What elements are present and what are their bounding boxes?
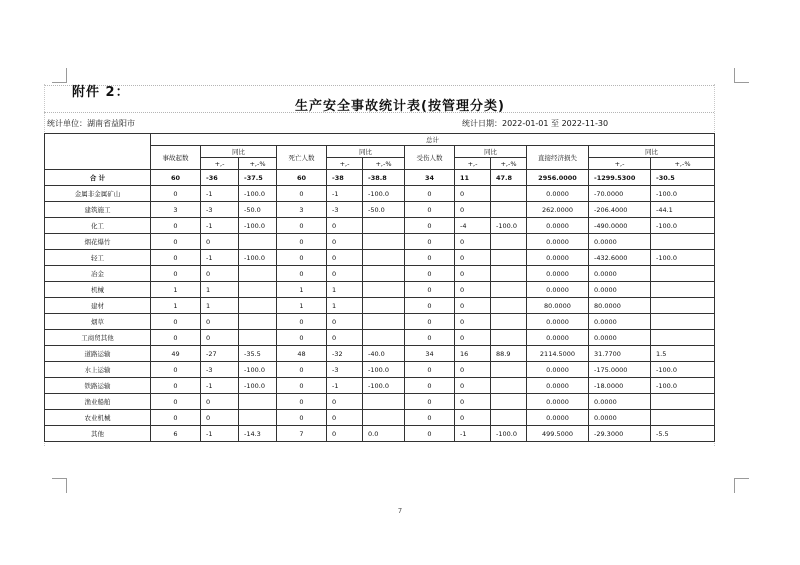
stat-unit: 统计单位：湖南省益阳市 [47, 119, 135, 128]
cell-dth-d: 0 [327, 250, 363, 266]
cell-inj-d: 0 [455, 202, 491, 218]
table-row [45, 266, 715, 282]
dotted-guide-line [44, 85, 714, 86]
cell-dth-p [363, 266, 405, 282]
cell-name: 轻工 [45, 250, 151, 266]
table-row [45, 298, 715, 314]
cell-inj-p [491, 410, 527, 426]
cell-dth: 3 [277, 202, 327, 218]
cell-acc-p: -100.0 [239, 362, 277, 378]
cell-acc-d: -36 [201, 170, 239, 186]
cell-name: 金属非金属矿山 [45, 186, 151, 202]
cell-name: 水上运输 [45, 362, 151, 378]
cell-acc-d: 0 [201, 314, 239, 330]
cell-loss-d: 80.0000 [589, 298, 651, 314]
cell-dth-d: 1 [327, 282, 363, 298]
cell-loss: 0.0000 [527, 378, 589, 394]
cell-name: 烟花爆竹 [45, 234, 151, 250]
cell-acc-d: 0 [201, 266, 239, 282]
cell-inj-p [491, 202, 527, 218]
cell-inj: 0 [405, 378, 455, 394]
header-yoy: 同比 [455, 146, 527, 158]
cell-loss-p [651, 266, 715, 282]
table-row [45, 250, 715, 266]
cell-name: 其他 [45, 426, 151, 442]
cell-inj: 34 [405, 170, 455, 186]
cell-dth-p: -100.0 [363, 186, 405, 202]
cell-loss-p [651, 330, 715, 346]
statistics-table [44, 133, 715, 442]
cell-dth: 0 [277, 330, 327, 346]
cell-loss-d: -29.3000 [589, 426, 651, 442]
cell-loss-d: 0.0000 [589, 266, 651, 282]
header-row-group [45, 134, 715, 146]
cell-dth-d: 0 [327, 330, 363, 346]
cell-dth: 48 [277, 346, 327, 362]
cell-inj-p [491, 298, 527, 314]
cell-loss: 2114.5000 [527, 346, 589, 362]
cell-dth: 1 [277, 298, 327, 314]
cell-loss-p: -100.0 [651, 362, 715, 378]
cell-dth-d: 0 [327, 314, 363, 330]
cell-inj-d: 16 [455, 346, 491, 362]
cell-dth-d: 0 [327, 410, 363, 426]
cell-acc-p [239, 282, 277, 298]
header-plus-minus: +,- [589, 158, 651, 170]
cell-acc-p [239, 394, 277, 410]
cell-inj-p [491, 234, 527, 250]
cell-acc-p: -35.5 [239, 346, 277, 362]
cell-inj: 0 [405, 410, 455, 426]
cell-dth-p: -38.8 [363, 170, 405, 186]
cell-inj-p [491, 266, 527, 282]
cell-inj: 0 [405, 234, 455, 250]
cell-dth-d: -32 [327, 346, 363, 362]
cell-acc-d: -1 [201, 186, 239, 202]
header-yoy: 同比 [589, 146, 715, 158]
cell-dth-p [363, 250, 405, 266]
cell-acc-d: 0 [201, 330, 239, 346]
header-loss: 直接经济损失 [527, 146, 589, 170]
cell-name: 工商贸其他 [45, 330, 151, 346]
cell-inj-p [491, 362, 527, 378]
cell-acc: 0 [151, 378, 201, 394]
cell-dth-d: 0 [327, 234, 363, 250]
cell-loss-p: -30.5 [651, 170, 715, 186]
cell-acc: 0 [151, 186, 201, 202]
cell-inj-p: 88.9 [491, 346, 527, 362]
cell-name: 烟草 [45, 314, 151, 330]
cell-name: 建材 [45, 298, 151, 314]
cell-dth-p [363, 314, 405, 330]
cell-inj: 0 [405, 362, 455, 378]
cell-dth-p [363, 410, 405, 426]
cell-name: 铁路运输 [45, 378, 151, 394]
cell-dth-d: -3 [327, 202, 363, 218]
cell-loss-d: -206.4000 [589, 202, 651, 218]
cell-acc-d: -3 [201, 362, 239, 378]
cell-loss: 0.0000 [527, 410, 589, 426]
cell-loss-p [651, 282, 715, 298]
cell-acc-d: -1 [201, 250, 239, 266]
cell-acc: 3 [151, 202, 201, 218]
cell-loss: 262.0000 [527, 202, 589, 218]
cell-loss-d: 0.0000 [589, 282, 651, 298]
cell-dth-d: 1 [327, 298, 363, 314]
cell-dth-p [363, 298, 405, 314]
cell-loss: 0.0000 [527, 186, 589, 202]
cell-dth-p [363, 218, 405, 234]
cell-loss-d: 31.7700 [589, 346, 651, 362]
cell-inj-p [491, 394, 527, 410]
cell-dth-d: -38 [327, 170, 363, 186]
table-row [45, 346, 715, 362]
cell-dth-d: 0 [327, 266, 363, 282]
cell-dth: 0 [277, 410, 327, 426]
table-row [45, 234, 715, 250]
cell-inj-p [491, 250, 527, 266]
cell-loss-d: -490.0000 [589, 218, 651, 234]
cell-dth: 0 [277, 186, 327, 202]
table-row [45, 218, 715, 234]
cell-acc: 0 [151, 410, 201, 426]
cell-acc-d: -1 [201, 426, 239, 442]
crop-mark-top-right [734, 68, 749, 83]
cell-acc-p [239, 298, 277, 314]
header-deaths: 死亡人数 [277, 146, 327, 170]
cell-inj-p [491, 330, 527, 346]
page-title: 生产安全事故统计表(按管理分类) [295, 99, 505, 114]
cell-dth-p [363, 234, 405, 250]
cell-inj-p [491, 186, 527, 202]
cell-loss-d: 0.0000 [589, 330, 651, 346]
cell-dth-p: -40.0 [363, 346, 405, 362]
cell-name: 化工 [45, 218, 151, 234]
cell-dth-p: 0.0 [363, 426, 405, 442]
cell-name: 冶金 [45, 266, 151, 282]
cell-dth: 0 [277, 218, 327, 234]
cell-dth: 1 [277, 282, 327, 298]
table-row [45, 282, 715, 298]
cell-loss-d: 0.0000 [589, 410, 651, 426]
cell-loss: 80.0000 [527, 298, 589, 314]
cell-inj: 0 [405, 282, 455, 298]
cell-dth: 7 [277, 426, 327, 442]
cell-loss-p [651, 410, 715, 426]
cell-acc-d: -1 [201, 218, 239, 234]
table-row [45, 426, 715, 442]
cell-loss-p: -100.0 [651, 218, 715, 234]
cell-loss: 0.0000 [527, 250, 589, 266]
cell-dth-p [363, 394, 405, 410]
crop-mark-top-left [52, 68, 67, 83]
cell-inj-d: 0 [455, 298, 491, 314]
cell-loss: 0.0000 [527, 218, 589, 234]
cell-loss: 0.0000 [527, 266, 589, 282]
cell-loss-p: -44.1 [651, 202, 715, 218]
cell-acc: 1 [151, 298, 201, 314]
header-plus-minus-pct: +,-% [651, 158, 715, 170]
cell-inj: 0 [405, 314, 455, 330]
cell-acc: 0 [151, 394, 201, 410]
cell-acc-p: -100.0 [239, 186, 277, 202]
cell-dth: 0 [277, 378, 327, 394]
header-yoy: 同比 [327, 146, 405, 158]
header-injured: 受伤人数 [405, 146, 455, 170]
cell-inj-p [491, 314, 527, 330]
table-row [45, 410, 715, 426]
cell-acc: 0 [151, 266, 201, 282]
cell-loss-p: -100.0 [651, 378, 715, 394]
cell-dth-d: -3 [327, 362, 363, 378]
cell-acc-p: -37.5 [239, 170, 277, 186]
cell-loss-p: -5.5 [651, 426, 715, 442]
cell-inj-p: -100.0 [491, 218, 527, 234]
cell-inj-d: 0 [455, 378, 491, 394]
table-row [45, 330, 715, 346]
cell-inj-d: 0 [455, 410, 491, 426]
cell-loss-p: -100.0 [651, 186, 715, 202]
cell-loss-p [651, 314, 715, 330]
table-row-total [45, 170, 715, 186]
cell-inj-d: 0 [455, 394, 491, 410]
cell-acc-p: -100.0 [239, 218, 277, 234]
cell-inj: 0 [405, 426, 455, 442]
cell-inj: 0 [405, 298, 455, 314]
cell-loss: 0.0000 [527, 362, 589, 378]
stat-date: 统计日期：2022-01-01 至 2022-11-30 [462, 119, 609, 128]
cell-dth: 60 [277, 170, 327, 186]
cell-inj: 0 [405, 250, 455, 266]
cell-dth-p: -50.0 [363, 202, 405, 218]
cell-inj-d: 0 [455, 330, 491, 346]
attachment-label: 附件 2： [72, 85, 130, 100]
cell-loss-d: -70.0000 [589, 186, 651, 202]
cell-inj-p [491, 378, 527, 394]
cell-loss-d: -1299.5300 [589, 170, 651, 186]
cell-acc-p [239, 410, 277, 426]
cell-inj-d: -4 [455, 218, 491, 234]
header-plus-minus-pct: +,-% [363, 158, 405, 170]
cell-acc: 0 [151, 234, 201, 250]
cell-acc-p: -100.0 [239, 378, 277, 394]
cell-inj-p [491, 282, 527, 298]
cell-dth-d: 0 [327, 426, 363, 442]
cell-acc: 6 [151, 426, 201, 442]
cell-inj-d: 0 [455, 250, 491, 266]
header-accidents: 事故起数 [151, 146, 201, 170]
cell-inj-d: 0 [455, 314, 491, 330]
cell-dth: 0 [277, 250, 327, 266]
header-total: 总计 [151, 134, 715, 146]
cell-loss-d: -175.0000 [589, 362, 651, 378]
cell-inj: 0 [405, 186, 455, 202]
header-plus-minus: +,- [327, 158, 363, 170]
table-row [45, 362, 715, 378]
cell-acc: 0 [151, 218, 201, 234]
cell-acc-d: 0 [201, 410, 239, 426]
cell-inj: 34 [405, 346, 455, 362]
cell-acc-p [239, 234, 277, 250]
cell-acc: 0 [151, 250, 201, 266]
cell-acc: 1 [151, 282, 201, 298]
cell-acc: 0 [151, 330, 201, 346]
cell-loss: 0.0000 [527, 314, 589, 330]
cell-acc-d: 1 [201, 282, 239, 298]
cell-inj-p: 47.8 [491, 170, 527, 186]
cell-acc-d: -1 [201, 378, 239, 394]
cell-acc: 49 [151, 346, 201, 362]
cell-acc-d: 0 [201, 394, 239, 410]
cell-loss-p [651, 234, 715, 250]
cell-name: 建筑施工 [45, 202, 151, 218]
cell-dth-p [363, 330, 405, 346]
cell-dth: 0 [277, 314, 327, 330]
cell-acc-d: 1 [201, 298, 239, 314]
cell-inj: 0 [405, 330, 455, 346]
cell-inj-d: 0 [455, 282, 491, 298]
cell-inj: 0 [405, 266, 455, 282]
cell-acc-d: -3 [201, 202, 239, 218]
cell-loss: 499.5000 [527, 426, 589, 442]
cell-acc-p: -14.3 [239, 426, 277, 442]
cell-acc-p [239, 266, 277, 282]
cell-acc-d: 0 [201, 234, 239, 250]
cell-acc: 0 [151, 362, 201, 378]
cell-loss-p: -100.0 [651, 250, 715, 266]
cell-loss-d: -432.6000 [589, 250, 651, 266]
header-plus-minus-pct: +,-% [239, 158, 277, 170]
cell-inj-d: 0 [455, 234, 491, 250]
header-category [45, 134, 151, 170]
cell-dth-p: -100.0 [363, 362, 405, 378]
cell-dth-d: -1 [327, 186, 363, 202]
cell-loss-d: -18.0000 [589, 378, 651, 394]
crop-mark-bottom-left [52, 478, 67, 493]
header-yoy: 同比 [201, 146, 277, 158]
cell-inj: 0 [405, 394, 455, 410]
cell-dth: 0 [277, 362, 327, 378]
cell-name: 道路运输 [45, 346, 151, 362]
cell-name: 农业机械 [45, 410, 151, 426]
cell-loss: 0.0000 [527, 282, 589, 298]
cell-name: 机械 [45, 282, 151, 298]
cell-acc-p [239, 314, 277, 330]
cell-acc-p: -50.0 [239, 202, 277, 218]
table-row [45, 394, 715, 410]
table-row [45, 314, 715, 330]
cell-dth-p: -100.0 [363, 378, 405, 394]
cell-dth-d: -1 [327, 378, 363, 394]
cell-inj-p: -100.0 [491, 426, 527, 442]
cell-dth: 0 [277, 394, 327, 410]
cell-dth-p [363, 282, 405, 298]
cell-loss-p: 1.5 [651, 346, 715, 362]
cell-loss: 2956.0000 [527, 170, 589, 186]
header-plus-minus: +,- [455, 158, 491, 170]
page-number: 7 [397, 507, 403, 515]
cell-inj-d: 0 [455, 266, 491, 282]
cell-loss: 0.0000 [527, 394, 589, 410]
table-row [45, 378, 715, 394]
cell-acc-p: -100.0 [239, 250, 277, 266]
cell-acc-d: -27 [201, 346, 239, 362]
cell-dth-d: 0 [327, 218, 363, 234]
header-plus-minus-pct: +,-% [491, 158, 527, 170]
cell-dth: 0 [277, 266, 327, 282]
cell-loss: 0.0000 [527, 330, 589, 346]
cell-inj: 0 [405, 202, 455, 218]
cell-acc-p [239, 330, 277, 346]
header-plus-minus: +,- [201, 158, 239, 170]
table-body [45, 170, 715, 442]
cell-dth-d: 0 [327, 394, 363, 410]
cell-dth: 0 [277, 234, 327, 250]
crop-mark-bottom-right [734, 478, 749, 493]
cell-loss: 0.0000 [527, 234, 589, 250]
cell-acc: 0 [151, 314, 201, 330]
cell-inj: 0 [405, 218, 455, 234]
table-row [45, 202, 715, 218]
cell-inj-d: 0 [455, 362, 491, 378]
cell-name: 渔业船舶 [45, 394, 151, 410]
cell-loss-p [651, 298, 715, 314]
cell-loss-d: 0.0000 [589, 394, 651, 410]
cell-inj-d: 0 [455, 186, 491, 202]
cell-loss-d: 0.0000 [589, 314, 651, 330]
cell-inj-d: 11 [455, 170, 491, 186]
table-row [45, 186, 715, 202]
cell-loss-p [651, 394, 715, 410]
cell-inj-d: -1 [455, 426, 491, 442]
cell-acc: 60 [151, 170, 201, 186]
cell-name: 合 计 [45, 170, 151, 186]
cell-loss-d: 0.0000 [589, 234, 651, 250]
